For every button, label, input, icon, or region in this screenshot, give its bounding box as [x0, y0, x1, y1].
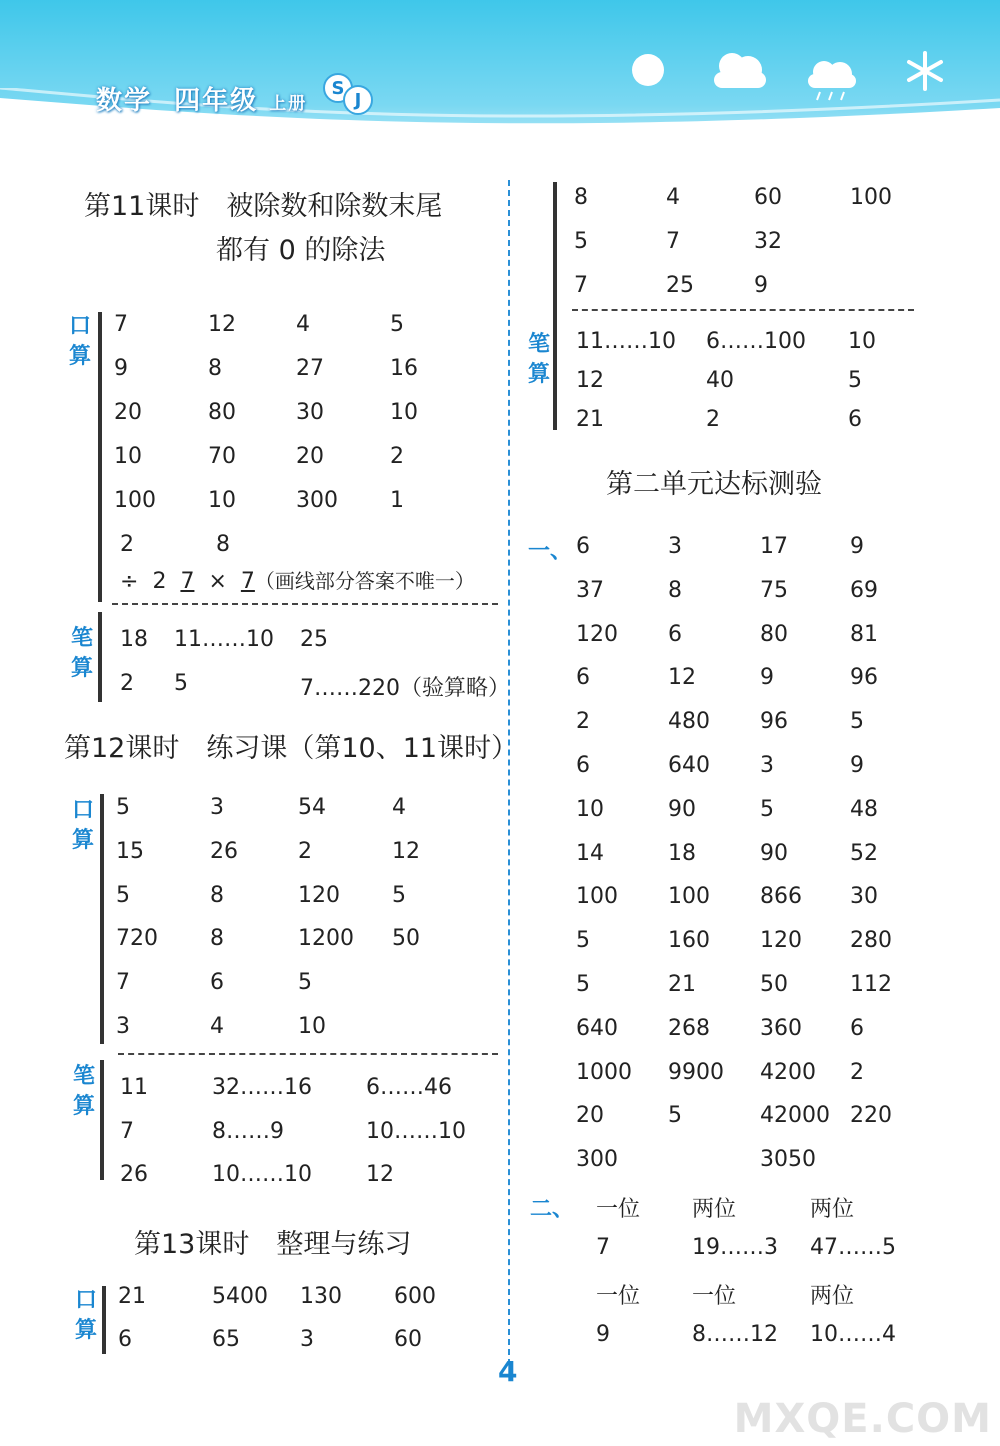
section-bar [102, 1286, 106, 1354]
answer-cell: 5 [174, 671, 188, 696]
answer-cell: 42000 [760, 1103, 830, 1129]
answer-cell: 10 [848, 329, 876, 354]
answer-cell: 9 [114, 356, 128, 381]
answer-cell: 3 [760, 753, 774, 778]
answer-cell: 40 [706, 368, 734, 393]
answer-cell: 480 [668, 709, 710, 735]
answer-cell: 268 [668, 1015, 710, 1041]
answer-cell: 2 [120, 671, 134, 696]
answer-cell: 220 [850, 1103, 892, 1129]
part1-label: 一、 [528, 539, 573, 564]
answer-cell: 11 [120, 1075, 148, 1100]
cloudy-icon [708, 48, 772, 94]
answer-cell: 11……10 [576, 329, 676, 354]
oral-label: 口 算 [68, 314, 91, 369]
answer-cell: 1000 [576, 1059, 632, 1085]
answer-cell: 6 [576, 665, 590, 691]
answer-cell: 7 [596, 1235, 610, 1261]
answer-cell: 100 [850, 185, 892, 210]
answer-cell: 100 [114, 488, 156, 513]
answer-cell: 3 [116, 1014, 130, 1039]
answer-cell: 12 [208, 312, 236, 337]
written-label: 笔 算 [527, 332, 550, 387]
watermark: MXQE.COM [733, 1396, 992, 1442]
answer-cell: 两位 [810, 1283, 855, 1309]
answer-cell: 280 [850, 928, 892, 954]
part2-label: 二、 [530, 1197, 575, 1222]
answer-cell: 12 [576, 368, 604, 393]
written-label: 笔 算 [72, 1064, 95, 1119]
answer-cell: 52 [850, 840, 878, 866]
column-divider [508, 180, 510, 1365]
answer-cell: 5 [574, 229, 588, 254]
answer-cell: 26 [210, 838, 238, 864]
answer-cell: 9 [754, 273, 768, 298]
answer-cell: 65 [212, 1327, 240, 1352]
answer-cell: 5 [116, 795, 130, 820]
answer-cell: 18 [668, 840, 696, 866]
oral-label: 口 算 [71, 798, 94, 853]
answer-cell: 96 [760, 709, 788, 735]
answer-cell: 8 [208, 356, 222, 381]
answer-cell: 32……16 [212, 1075, 312, 1100]
answer-cell: 8 [574, 185, 588, 210]
answer-cell: 10……10 [366, 1118, 466, 1144]
answer-cell: 2 [576, 709, 590, 735]
answer-cell: 112 [850, 972, 892, 997]
answer-cell: 两位 [692, 1197, 737, 1222]
answer-cell: 5 [668, 1103, 682, 1129]
answer-cell: 6 [668, 621, 682, 647]
answer-cell: 48 [850, 796, 878, 822]
section-bar [100, 1060, 104, 1180]
page-number: 4 [498, 1355, 518, 1388]
answer-cell: 12 [668, 665, 696, 691]
answer-cell: 10 [298, 1014, 326, 1039]
answer-cell: 90 [760, 840, 788, 866]
answer-cell: 30 [850, 884, 878, 910]
answer-cell: 300 [576, 1147, 618, 1173]
answer-cell: 80 [208, 400, 236, 425]
section-bar [98, 312, 102, 602]
answer-cell: 640 [576, 1015, 618, 1041]
answer-cell: 90 [668, 796, 696, 822]
answer-cell: 120 [576, 621, 618, 647]
answer-cell: 130 [300, 1284, 342, 1309]
answer-cell: 50 [760, 972, 788, 997]
answer-cell: 10 [208, 488, 236, 513]
answer-cell: 16 [390, 356, 418, 381]
answer-cell: 10……4 [810, 1321, 896, 1347]
answer-cell: 4200 [760, 1059, 816, 1085]
answer-cell: 20 [576, 1103, 604, 1129]
answer-cell: 27 [296, 356, 324, 381]
answer-cell: 6 [850, 1015, 864, 1041]
answer-cell: 14 [576, 840, 604, 866]
answer-cell: 8 [668, 577, 682, 603]
answer-cell: 一位 [692, 1283, 737, 1309]
svg-text:S: S [331, 78, 345, 99]
answer-cell: 4 [666, 185, 680, 210]
answer-cell: 一位 [596, 1197, 641, 1222]
answer-cell: 5 [298, 970, 312, 996]
answer-cell: 8……9 [212, 1118, 284, 1144]
answer-cell: 一位 [596, 1283, 641, 1309]
answer-cell: 6……100 [706, 329, 806, 354]
answer-cell: 70 [208, 444, 236, 469]
answer-cell: 9 [850, 753, 864, 778]
answer-cell: 8 [210, 882, 224, 908]
answer-cell: 26 [120, 1162, 148, 1187]
answer-cell: 2 [706, 407, 720, 432]
dashed-separator [572, 309, 914, 311]
answer-cell: 21 [668, 972, 696, 997]
answer-cell: 7……220（验算略） [300, 676, 510, 701]
answer-cell: 6……46 [366, 1075, 452, 1100]
answer-cell: 5 [850, 709, 864, 735]
lesson12-title: 第12课时 练习课（第10、11课时） [64, 733, 519, 764]
answer-cell: 25 [300, 627, 328, 652]
answer-cell: 12 [392, 838, 420, 864]
section-bar [98, 612, 102, 702]
answer-cell: 7 [114, 312, 128, 337]
answer-cell: 81 [850, 621, 878, 647]
answer-cell: 2 [120, 532, 134, 557]
header-title [96, 80, 307, 117]
lesson11-title-line1: 第11课时 被除数和除数末尾 [84, 191, 443, 222]
answer-cell: 60 [754, 185, 782, 210]
answer-cell: 5 [116, 882, 130, 908]
answer-cell: 50 [392, 926, 420, 952]
answer-cell: 160 [668, 928, 710, 954]
answer-cell: 8……12 [692, 1321, 778, 1347]
header-subject: 数学 [96, 86, 153, 116]
answer-cell: 4 [210, 1014, 224, 1039]
answer-cell: 20 [114, 400, 142, 425]
answer-cell: 120 [760, 928, 802, 954]
answer-cell: 21 [576, 407, 604, 432]
answer-cell: 25 [666, 273, 694, 298]
answer-cell: 6 [848, 407, 862, 432]
answer-cell: 47……5 [810, 1235, 896, 1261]
answer-cell: 80 [760, 621, 788, 647]
answer-cell: 5400 [212, 1284, 268, 1309]
answer-cell: 866 [760, 884, 802, 910]
answer-cell: 5 [576, 972, 590, 997]
answer-cell: 5 [576, 928, 590, 954]
answer-cell: 9 [850, 534, 864, 559]
lesson13-title: 第13课时 整理与练习 [134, 1229, 412, 1260]
answer-cell: 8 [216, 532, 230, 557]
header-grade: 四年级 [174, 86, 259, 116]
dashed-separator [112, 603, 498, 605]
lesson11-title-line2: 都有 0 的除法 [216, 235, 386, 266]
answer-cell: 37 [576, 577, 604, 603]
answer-cell: 7 [120, 1118, 134, 1144]
answer-cell: 3 [210, 795, 224, 820]
answer-cell: 600 [394, 1284, 436, 1309]
answer-cell: 7 [574, 273, 588, 298]
answer-cell: 15 [116, 838, 144, 864]
answer-cell: 7 [116, 970, 130, 996]
answer-cell: 5 [848, 368, 862, 393]
answer-cell: 4 [296, 312, 310, 337]
answer-cell: 69 [850, 577, 878, 603]
answer-cell: 9 [596, 1321, 610, 1347]
answer-cell: 两位 [810, 1197, 855, 1222]
answer-cell: 5 [760, 796, 774, 822]
answer-cell: 720 [116, 926, 158, 952]
answer-cell: 5 [392, 882, 406, 908]
answer-cell: 8 [210, 926, 224, 952]
answer-cell: 10 [390, 400, 418, 425]
header-volume: 上册 [269, 94, 308, 114]
answer-cell: ÷ 2 7 × 7（画线部分答案不唯一） [120, 569, 475, 594]
answer-cell: 1200 [298, 926, 354, 952]
unit-test-title: 第二单元达标测验 [606, 469, 822, 500]
sun-icon [630, 52, 666, 88]
answer-cell: 96 [850, 665, 878, 691]
answer-cell: 640 [668, 753, 710, 778]
section-bar [553, 182, 557, 430]
answer-cell: 360 [760, 1015, 802, 1041]
answer-cell: 3 [300, 1327, 314, 1352]
answer-cell: 3050 [760, 1147, 816, 1173]
answer-cell: 100 [576, 884, 618, 910]
written-label: 笔 算 [70, 626, 93, 681]
answer-cell: 4 [392, 795, 406, 820]
oral-label: 口 算 [74, 1288, 97, 1343]
dashed-separator [118, 1053, 498, 1055]
answer-cell: 300 [296, 488, 338, 513]
answer-cell: 12 [366, 1162, 394, 1187]
answer-cell: 30 [296, 400, 324, 425]
answer-cell: 6 [118, 1327, 132, 1352]
section-bar [100, 794, 104, 1044]
page-header [0, 0, 1000, 150]
answer-cell: 20 [296, 444, 324, 469]
answer-cell: 6 [576, 753, 590, 778]
answer-cell: 9900 [668, 1059, 724, 1085]
answer-cell: 54 [298, 795, 326, 820]
answer-cell: 19……3 [692, 1235, 778, 1261]
answer-cell: 2 [298, 838, 312, 864]
rain-cloud-icon [802, 56, 862, 102]
answer-cell: 10 [114, 444, 142, 469]
answer-cell: 2 [390, 444, 404, 469]
answer-cell: 2 [850, 1059, 864, 1085]
answer-cell: 10……10 [212, 1162, 312, 1187]
answer-cell: 17 [760, 534, 788, 559]
answer-cell: 6 [210, 970, 224, 996]
answer-cell: 60 [394, 1327, 422, 1352]
answer-cell: 1 [390, 488, 404, 513]
answer-cell: 5 [390, 312, 404, 337]
answer-cell: 9 [760, 665, 774, 691]
answer-cell: 3 [668, 534, 682, 559]
svg-text:J: J [354, 90, 362, 111]
answer-cell: 7 [666, 229, 680, 254]
answer-cell: 11……10 [174, 627, 274, 652]
answer-cell: 21 [118, 1284, 146, 1309]
snowflake-icon [904, 50, 946, 92]
sj-logo-icon [322, 70, 374, 118]
answer-cell: 75 [760, 577, 788, 603]
answer-cell: 120 [298, 882, 340, 908]
answer-cell: 18 [120, 627, 148, 652]
answer-cell: 10 [576, 796, 604, 822]
answer-cell: 32 [754, 229, 782, 254]
answer-cell: 100 [668, 884, 710, 910]
answer-cell: 6 [576, 534, 590, 559]
